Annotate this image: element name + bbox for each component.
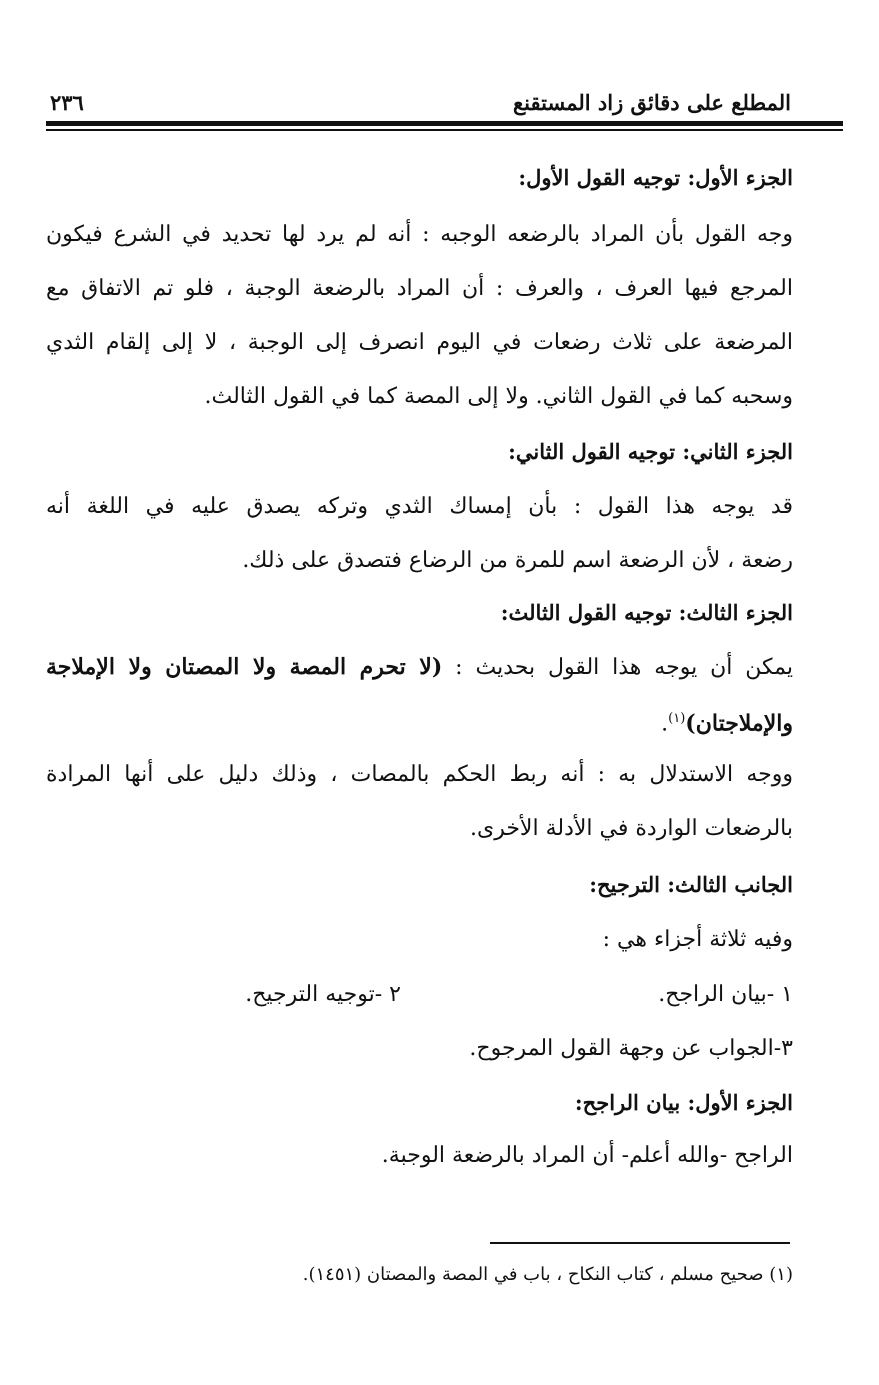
hadith-quote-end: والإملاجتان) <box>685 710 793 737</box>
paragraph-line: وسحبه كما في القول الثاني. ولا إلى المصة كما في القول الثالث. <box>204 384 793 409</box>
page-number: ٢٣٦ <box>50 90 84 115</box>
header-rule-thin <box>46 129 843 131</box>
section-heading-1: الجزء الأول: توجيه القول الأول: <box>518 165 793 190</box>
paragraph-line: رضعة ، لأن الرضعة اسم للمرة من الرضاع فتصدق على ذلك. <box>242 548 793 573</box>
header-rule-thick <box>46 121 843 126</box>
paragraph-line: وجه القول بأن المراد بالرضعه الوجبه : أنه لم يرد لها تحديد في الشرع فيكون <box>46 222 793 247</box>
paragraph-line: بالرضعات الواردة في الأدلة الأخرى. <box>469 816 793 841</box>
paragraph-line: المرضعة على ثلاث رضعات في اليوم انصرف إلى الوجبة ، لا إلى إلقام الثدي <box>46 330 793 355</box>
paragraph-line: الراجح -والله أعلم- أن المراد بالرضعة الوجبة. <box>381 1143 793 1168</box>
hadith-quote-text: (لا تحرم المصة ولا المصتان ولا الإملاجة <box>46 654 443 680</box>
list-item-3: ٣-الجواب عن وجهة القول المرجوح. <box>469 1036 793 1061</box>
footnote-separator <box>490 1242 790 1244</box>
section-heading-5: الجزء الأول: بيان الراجح: <box>574 1090 793 1115</box>
sentence-end: . <box>661 711 669 737</box>
footnote-marker: (١) <box>668 711 686 726</box>
paragraph-line: وفيه ثلاثة أجزاء هي : <box>602 927 793 952</box>
section-heading-3: الجزء الثالث: توجيه القول الثالث: <box>500 600 793 625</box>
paragraph-line: المرجع فيها العرف ، والعرف : أن المراد بالرضعة الوجبة ، فلو تم الاتفاق مع <box>46 276 793 301</box>
hadith-line-1 <box>46 652 793 683</box>
running-header-title: المطلع على دقائق زاد المستقنع <box>512 90 791 115</box>
list-item-1: ١ -بيان الراجح. <box>658 982 793 1007</box>
section-heading-2: الجزء الثاني: توجيه القول الثاني: <box>508 439 793 464</box>
footnote-text: (١) صحيح مسلم ، كتاب النكاح ، باب في المصة والمصتان (١٤٥١). <box>302 1264 793 1285</box>
list-item-2: ٢ -توجيه الترجيح. <box>245 982 401 1007</box>
paragraph-line: ووجه الاستدلال به : أنه ربط الحكم بالمصات ، وذلك دليل على أنها المرادة <box>46 762 793 787</box>
hadith-line-2 <box>46 704 793 739</box>
paragraph-line: قد يوجه هذا القول : بأن إمساك الثدي وتركه يصدق عليه في اللغة أنه <box>46 494 793 519</box>
section-heading-4: الجانب الثالث: الترجيح: <box>589 872 793 897</box>
hadith-intro-text: يمكن أن يوجه هذا القول بحديث : <box>455 655 793 680</box>
